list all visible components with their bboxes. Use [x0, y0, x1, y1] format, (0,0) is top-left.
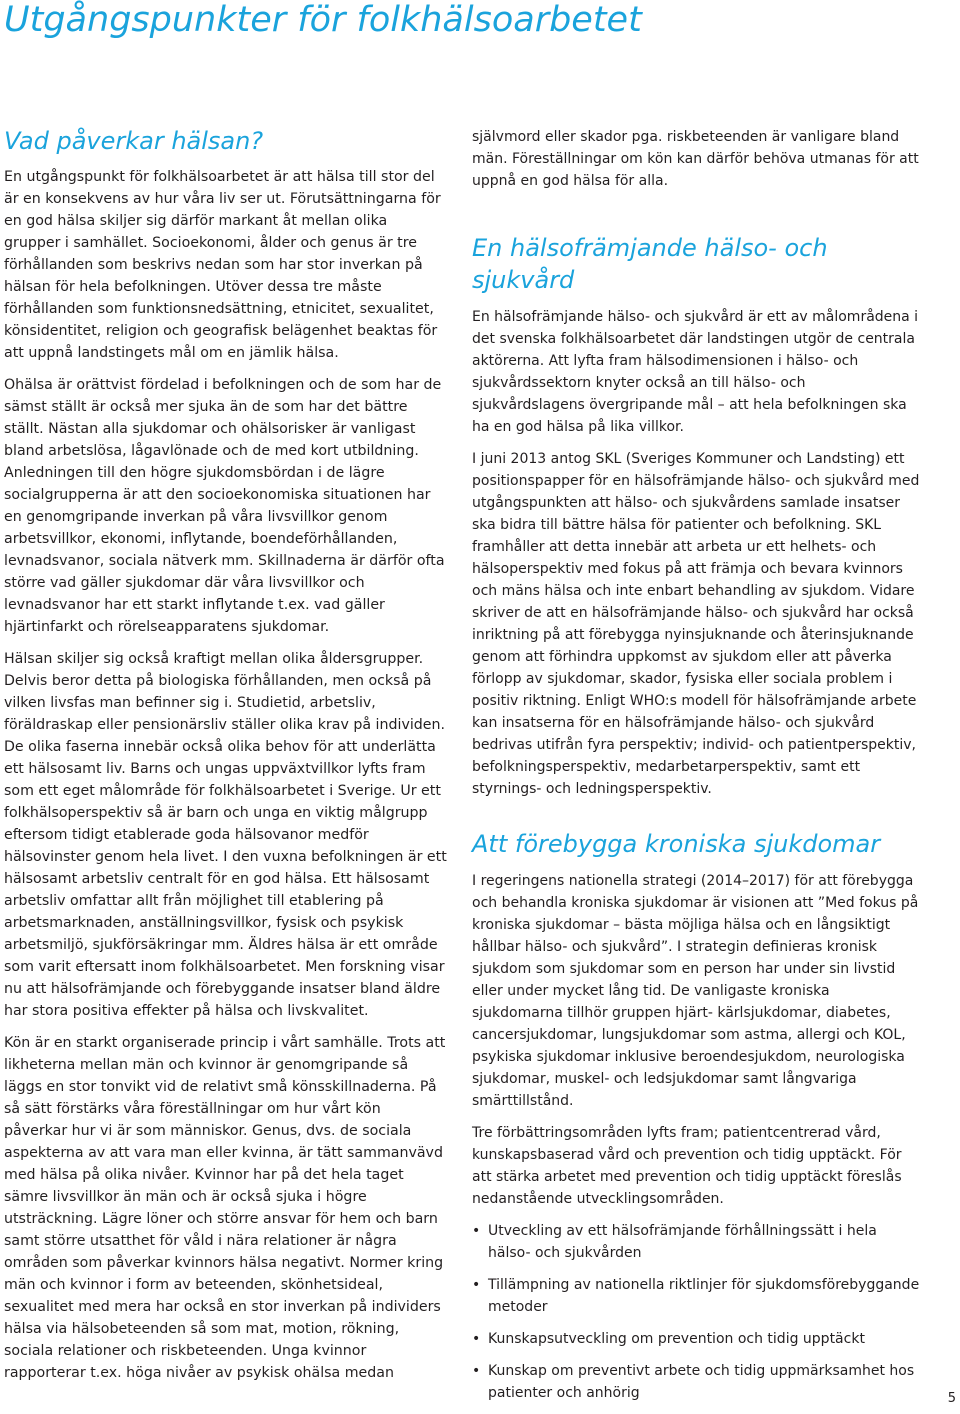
paragraph-continued: självmord eller skador pga. riskbeteenden är vanligare bland män. Föreställningar om kön kan därför behöva utmanas för att uppnå en god hälsa för alla.	[472, 129, 919, 189]
list-item-text: Utveckling av ett hälsofrämjande förhållningssätt i hela hälso- och sjukvården	[488, 1223, 877, 1261]
bullet-icon: •	[472, 1331, 481, 1347]
list-item-text: Tillämpning av nationella riktlinjer för sjukdomsförebyggande metoder	[488, 1277, 920, 1315]
paragraph: En utgångspunkt för folkhälsoarbetet är att hälsa till stor del är en konsekvens av hur våra liv ser ut. Förutsättningarna för en god hälsa skiljer sig därför markant åt mellan olika grupper i samhället. Socioekonomi, ålder och genus är tre förhållanden som beskrivs nedan som har stor inverkan på hälsan för hela befolkningen. Utöver dessa tre måste förhållanden som funktionsnedsättning, etnicitet, sexualitet, könsidentitet, religion och geografisk belägenhet beaktas för att uppnå landstingets mål om en jämlik hälsa.	[4, 169, 441, 361]
bullet-icon: •	[472, 1363, 481, 1379]
page-number: 5	[947, 1391, 956, 1406]
section-heading-halsoframjande: En hälsofrämjande hälso- och sjukvård	[472, 234, 828, 294]
paragraph: I regeringens nationella strategi (2014–2017) för att förebygga och behandla kroniska sjukdomar är visionen att ”Med fokus på kroniska sjukdomar – bästa möjliga hälsa och en långsiktigt hållbar hälso- och sjukvård”. I strategin definieras kronisk sjukdom som sjukdomar som en person har under sin livstid eller under mycket lång tid. De vanligaste kroniska sjukdomarna tillhör gruppen hjärt- kärlsjukdomar, diabetes, cancersjukdomar, lungsjukdomar som astma, allergi och KOL, psykiska sjukdomar inklusive beroendesjukdom, neurologiska sjukdomar, muskel- och ledsjukdomar samt långvariga smärttillstånd.	[472, 873, 919, 1109]
list-item	[472, 1220, 922, 1264]
bullet-icon: •	[472, 1223, 481, 1239]
section-heading-kroniska: Att förebygga kroniska sjukdomar	[472, 830, 881, 858]
paragraph: En hälsofrämjande hälso- och sjukvård är ett av målområdena i det svenska folkhälsoarbetet där landstingen utgör de centrala aktörerna. Att lyfta fram hälsodimensionen i hälso- och sjukvårdssektorn knyter också an till hälso- och sjukvårdslagens övergripande mål – att hela befolkningen ska ha en god hälsa på lika villkor.	[472, 309, 919, 435]
right-column	[472, 126, 922, 1414]
list-item	[472, 1328, 922, 1350]
paragraph: Kön är en starkt organiserade princip i vårt samhälle. Trots att likheterna mellan män och kvinnor är genomgripande så läggs en stor tonvikt vid de relativt små könsskillnaderna. På så sätt förstärks våra föreställningar om hur vårt kön påverkar hur vi är som människor. Genus, dvs. de sociala aspekterna av att vara man eller kvinna, är tätt sammanvävd med hälsa på olika nivåer. Kvinnor har på det hela taget sämre livsvillkor än män och är också sjuka i högre utsträckning. Lägre löner och större ansvar för hem och barn samt större utsatthet för våld i nära relationer är några områden som påverkar kvinnors hälsa negativt. Normer kring män och kvinnor i form av beteenden, skönhetsideal, sexualitet med mera har också en stor inverkan på individers hälsa via hälsobeteenden så som mat, motion, rökning, sociala relationer och riskbeteenden. Unga kvinnor rapporterar t.ex. höga nivåer av psykisk ohälsa medan	[4, 1035, 446, 1381]
bullet-icon: •	[472, 1277, 481, 1293]
paragraph: Hälsan skiljer sig också kraftigt mellan olika åldersgrupper. Delvis beror detta på biologiska förhållanden, men också på vilken livsfas man befinner sig i. Studietid, arbetsliv, föräldraskap eller pensionärsliv ställer olika krav på individen. De olika faserna innebär också olika behov för att underlätta ett hälsosamt liv. Barns och ungas uppväxtvillkor lyfts fram som ett eget målområde för folkhälsoarbetet i Sverige. Ur ett folkhälsoperspektiv så är barn och unga en viktig målgrupp eftersom tidigt etablerade goda hälsovanor medför hälsovinster genom hela livet. I den vuxna befolkningen är ett hälsosamt arbetsliv centralt för en god hälsa. Ett hälsosamt arbetsliv omfattar allt från möjlighet till etablering på arbetsmarknaden, anställningsvillkor, fysisk och psykisk arbetsmiljö, sjukförsäkringar mm. Äldres hälsa är ett område som varit eftersatt inom folkhälsoarbetet. Men forskning visar nu att hälsofrämjande och förebyggande insatser bland äldre har stora positiva effekter på hälsa och livskvalitet.	[4, 651, 447, 1019]
bullet-list	[472, 1220, 922, 1404]
list-item	[472, 1274, 922, 1318]
paragraph: I juni 2013 antog SKL (Sveriges Kommuner och Landsting) ett positionspapper för en hälsofrämjande hälso- och sjukvård med utgångspunkten att hälso- och sjukvårdens samlade insatser ska bidra till bättre hälsa för patienter och befolkning. SKL framhåller att detta innebär att arbeta ur ett helhets- och hälsoperspektiv med fokus på att främja och bevara kvinnors och mäns hälsa och inte enbart behandling av sjukdom. Vidare skriver de att en hälsofrämjande hälso- och sjukvård har också inriktning på att förebygga nyinsjuknande och återinsjuknande genom att förhindra uppkomst av sjukdom eller att påverka förlopp av sjukdomar, skador, fysiska eller sociala problem i positiv riktning. Enligt WHO:s modell för hälsofrämjande arbete kan insatserna för en hälsofrämjande hälso- och sjukvård bedrivas utifrån fyra perspektiv; individ- och patientperspektiv, befolkningsperspektiv, medarbetarperspektiv, samt ett styrnings- och ledningsperspektiv.	[472, 451, 920, 797]
section-heading-vad-paverkar: Vad påverkar hälsan?	[4, 127, 264, 155]
list-item	[472, 1360, 922, 1404]
page-title: Utgångspunkter för folkhälsoarbetet	[4, 0, 642, 40]
list-item-text: Kunskapsutveckling om prevention och tidig upptäckt	[488, 1331, 865, 1347]
list-item-text: Kunskap om preventivt arbete och tidig uppmärksamhet hos patienter och anhörig	[488, 1363, 915, 1401]
paragraph: Tre förbättringsområden lyfts fram; patientcentrerad vård, kunskapsbaserad vård och prevention och tidig upptäckt. För att stärka arbetet med prevention och tidig upptäckt föreslås nedanstående utvecklingsområden.	[472, 1125, 902, 1207]
paragraph: Ohälsa är orättvist fördelad i befolkningen och de som har de sämst ställt är också mer sjuka än de som har det bättre ställt. Nästan alla sjukdomar och ohälsorisker är vanligast bland arbetslösa, lågavlönade och de med kort utbildning. Anledningen till den högre sjukdomsbördan i de lägre socialgrupperna är att den socioekonomiska situationen har en genomgripande inverkan på våra livsvillkor genom arbetsvillkor, ekonomi, inflytande, boendeförhållanden, levnadsvanor, sociala nätverk mm. Skillnaderna är därför ofta större vad gäller sjukdomar där våra livsvillkor och levnadsvanor har ett starkt inflytande t.ex. vad gäller hjärtinfarkt och rörelseapparatens sjukdomar.	[4, 377, 445, 635]
left-column	[4, 126, 448, 1394]
